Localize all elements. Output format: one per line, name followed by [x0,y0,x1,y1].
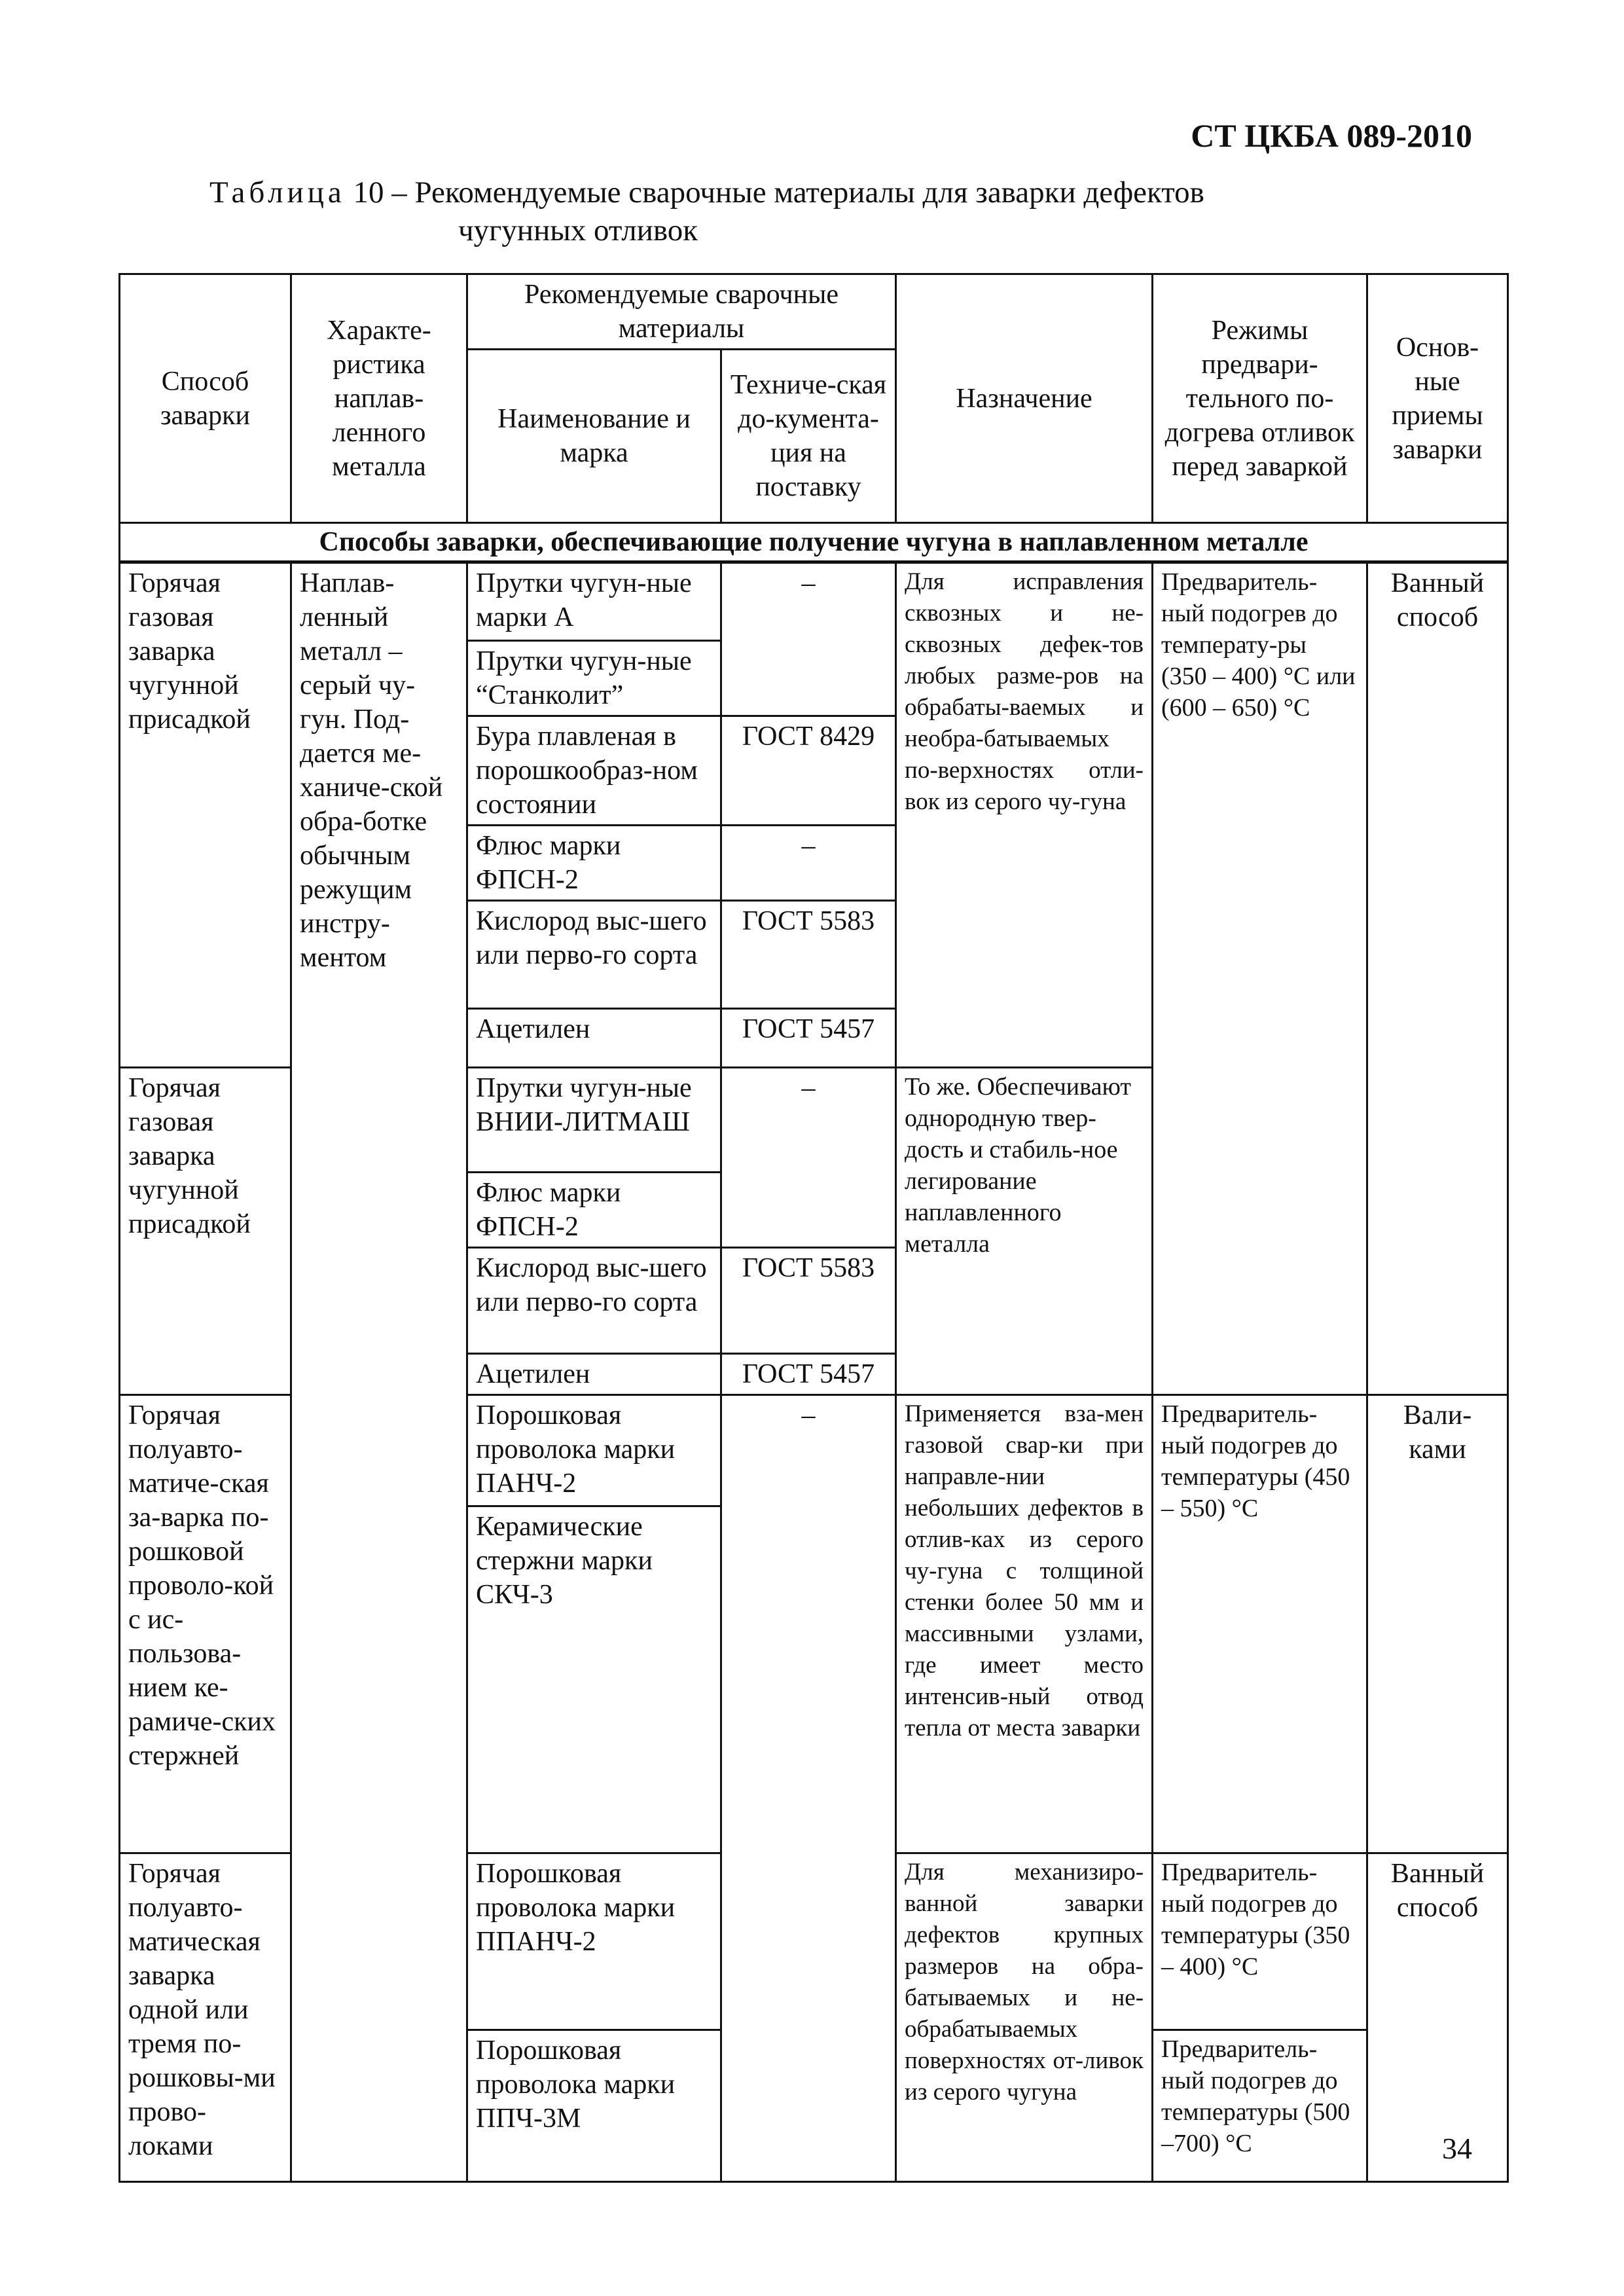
purpose-cell-4: Для механизиро-ванной заварки дефектов крупных размеров на обра-батываемых и не-обрабатываемых поверхностях от-ливок из серого чугуна [896,1853,1153,2182]
preheat-cell-shared: Предваритель-ный подогрев до температу-ры (350 – 400) °С или (600 – 650) °С [1153,562,1367,1395]
material-doc: – [721,562,896,716]
purpose-cell-2: То же. Обеспечивают однородную твер-дость и стабиль-ное легирование наплавленного металла [896,1068,1153,1395]
preheat-cell-3: Предваритель-ный подогрев до температуры (450 – 550) °С [1153,1395,1367,1853]
material-name: Прутки чугун-ные марки А [467,562,721,641]
method-cell-1: Горячая газовая заварка чугунной присадкой [120,562,291,1068]
characteristic-cell: Наплав-ленный металл – серый чу-гун. Под-дается ме-ханиче-ской обра-ботке обычным режущим инстру-ментом [291,562,467,2182]
preheat-cell: Предваритель-ный подогрев до температуры (500 –700) °С [1153,2030,1367,2182]
caption-number: 10 [353,175,384,210]
material-doc: – [721,1395,896,2182]
header-tech-doc: Техниче-ская до-кумента-ция на поставку [721,350,896,523]
material-name: Кислород выс-шего или перво-го сорта [467,1248,721,1354]
method-cell-2: Горячая газовая заварка чугунной присадкой [120,1068,291,1395]
method-cell-4: Горячая полуавто-матическая заварка одной или тремя по-рошковы-ми прово-локами [120,1853,291,2182]
material-doc: ГОСТ 5457 [721,1354,896,1395]
material-name: Кислород выс-шего или перво-го сорта [467,901,721,1009]
technique-cell-1: Ванный способ [1367,562,1508,1395]
material-name: Порошковая проволока марки ПАНЧ-2 [467,1395,721,1506]
material-name: Ацетилен [467,1009,721,1068]
material-name: Прутки чугун-ные “Станколит” [467,641,721,716]
material-doc: ГОСТ 5457 [721,1009,896,1068]
material-name: Прутки чугун-ные ВНИИ-ЛИТМАШ [467,1068,721,1173]
header-name: Наименование и марка [467,350,721,523]
header-techniques: Основ-ные приемы заварки [1367,274,1508,523]
purpose-cell-3: Применяется вза-мен газовой свар-ки при направле-нии небольших дефектов в отлив-ках из серого чу-гуна с толщиной стенки более 50 мм и массивными узлами, где имеет место интенсив-ный отвод тепла от места заварки [896,1395,1153,1853]
material-name: Бура плавленая в порошкообраз-ном состоянии [467,716,721,826]
preheat-cell: Предваритель-ный подогрев до температуры (350 – 400) °С [1153,1853,1367,2030]
method-cell-3: Горячая полуавто-матиче-ская за-варка по-рошковой проволо-кой с ис-пользова-нием ке-рамиче-ских стержней [120,1395,291,1853]
header-method: Способ заварки [120,274,291,523]
material-name: Керамические стержни марки СКЧ-3 [467,1506,721,1853]
material-doc: ГОСТ 8429 [721,716,896,826]
material-name: Ацетилен [467,1354,721,1395]
header-materials: Рекомендуемые сварочные материалы [467,274,896,350]
purpose-cell-1: Для исправления сквозных и не-сквозных дефек-тов любых разме-ров на обрабаты-ваемых и необра-батываемых по-верхностях отли-вок из серого чу-гуна [896,562,1153,1068]
caption-text-line1: – Рекомендуемые сварочные материалы для заварки дефектов [391,175,1204,210]
material-name: Флюс марки ФПСН-2 [467,1173,721,1248]
caption-word: Таблица [209,175,346,210]
section-title: Способы заварки, обеспечивающие получение чугуна в наплавленном металле [120,523,1508,562]
header-preheat: Режимы предвари-тельного по-догрева отливок перед заваркой [1153,274,1367,523]
material-doc: – [721,826,896,901]
technique-cell-3: Вали-ками [1367,1395,1508,1853]
technique-cell-4: Ванный способ [1367,1853,1508,2182]
material-name: Порошковая проволока марки ППАНЧ-2 [467,1853,721,2030]
header-purpose: Назначение [896,274,1153,523]
material-name: Флюс марки ФПСН-2 [467,826,721,901]
document-code: СТ ЦКБА 089-2010 [1191,117,1472,154]
material-doc: ГОСТ 5583 [721,1248,896,1354]
material-name: Порошковая проволока марки ППЧ-3М [467,2030,721,2182]
header-characteristic: Характе-ристика наплав-ленного металла [291,274,467,523]
material-doc: – [721,1068,896,1248]
table-caption [209,173,1204,249]
welding-materials-table [118,273,1509,2183]
caption-text-line2: чугунных отливок [458,213,698,247]
page-number: 34 [1442,2132,1472,2165]
material-doc: ГОСТ 5583 [721,901,896,1009]
